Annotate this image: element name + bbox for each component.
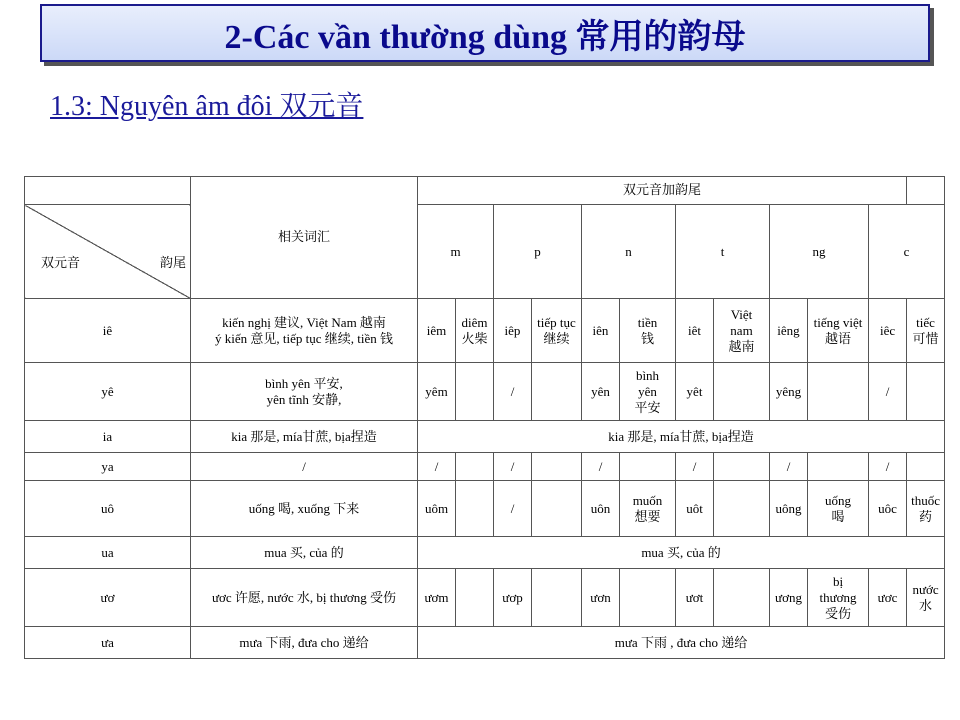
related-words-cell — [191, 537, 418, 569]
final-header-n: n — [582, 205, 676, 299]
rhyme-cell: / — [494, 363, 532, 421]
diphthong-table — [24, 176, 945, 659]
related-words-cell — [191, 569, 418, 627]
example-cell — [714, 481, 770, 537]
example-cell — [456, 569, 494, 627]
example-cell — [456, 363, 494, 421]
vowel-cell: ươ — [25, 569, 191, 627]
table-row — [25, 299, 945, 363]
merged-example-cell: mưa 下雨 , đưa cho 递给 — [418, 627, 945, 659]
example-cell: muốn 想要 — [620, 481, 676, 537]
related-words-cell — [191, 481, 418, 537]
related-words-line: mưa 下雨, đưa cho 递给 — [239, 634, 369, 650]
rhyme-cell: / — [770, 453, 808, 481]
example-cell: Việt nam 越南 — [714, 299, 770, 363]
rhyme-cell: yêng — [770, 363, 808, 421]
related-words-line: uống 喝, xuống 下来 — [248, 500, 360, 516]
rhyme-cell: ương — [770, 569, 808, 627]
rhyme-cell: ươp — [494, 569, 532, 627]
vowel-cell: uô — [25, 481, 191, 537]
example-cell — [456, 453, 494, 481]
vowel-cell: iê — [25, 299, 191, 363]
final-header-ng: ng — [770, 205, 869, 299]
example-cell — [532, 453, 582, 481]
related-words-cell — [191, 363, 418, 421]
page-title: 2-Các vần thường dùng 常用的韵母 — [224, 18, 746, 56]
vowel-cell: ya — [25, 453, 191, 481]
rhyme-cell: yêt — [676, 363, 714, 421]
table-row — [25, 569, 945, 627]
example-cell — [714, 363, 770, 421]
example-cell — [620, 453, 676, 481]
example-cell — [808, 453, 869, 481]
rhyme-cell: / — [582, 453, 620, 481]
related-words-line: yên tĩnh 安静, — [266, 391, 342, 407]
merged-example-cell: mua 买, của 的 — [418, 537, 945, 569]
rhyme-cell: iêng — [770, 299, 808, 363]
section-subtitle: 1.3: Nguyên âm đôi 双元音 — [50, 91, 364, 122]
example-cell — [532, 569, 582, 627]
example-cell — [714, 569, 770, 627]
example-cell: nước 水 — [907, 569, 945, 627]
rhyme-cell: uôc — [869, 481, 907, 537]
example-cell — [714, 453, 770, 481]
rhyme-cell: iêc — [869, 299, 907, 363]
related-words-cell — [191, 627, 418, 659]
related-words-line: kiến nghị 建议, Việt Nam 越南 — [222, 314, 386, 330]
rhyme-cell: uôn — [582, 481, 620, 537]
rhyme-cell: / — [869, 363, 907, 421]
table-row — [25, 363, 945, 421]
related-words-line: mua 买, của 的 — [264, 544, 344, 560]
related-words-line: / — [302, 458, 306, 474]
table-row — [25, 537, 945, 569]
example-cell — [532, 363, 582, 421]
example-cell: tiếc 可惜 — [907, 299, 945, 363]
rhyme-cell: ươc — [869, 569, 907, 627]
related-words-line: kia 那是, mía甘蔗, bịa捏造 — [231, 428, 377, 444]
example-cell — [456, 481, 494, 537]
diag-label-final: 韵尾 — [159, 256, 186, 271]
rhyme-cell: / — [418, 453, 456, 481]
header-diphthong-finals: 双元音加韵尾 — [418, 177, 907, 205]
diag-label-vowel: 双元音 — [41, 256, 81, 271]
example-cell — [907, 363, 945, 421]
example-cell: bị thương 受伤 — [808, 569, 869, 627]
vowel-cell: ia — [25, 421, 191, 453]
related-words-cell — [191, 299, 418, 363]
title-banner — [40, 4, 930, 62]
final-header-t: t — [676, 205, 770, 299]
rhyme-cell: yên — [582, 363, 620, 421]
rhyme-cell: / — [869, 453, 907, 481]
diagonal-header-cell — [25, 205, 191, 299]
table-row — [25, 453, 945, 481]
example-cell: tiếp tục 继续 — [532, 299, 582, 363]
related-words-cell — [191, 421, 418, 453]
example-cell: tiếng việt 越语 — [808, 299, 869, 363]
rhyme-cell: uông — [770, 481, 808, 537]
rhyme-cell: iên — [582, 299, 620, 363]
final-header-p: p — [494, 205, 582, 299]
corner-cell — [25, 177, 191, 205]
header-related-words: 相关词汇 — [191, 177, 418, 299]
rhyme-cell: ươn — [582, 569, 620, 627]
vowel-cell: yê — [25, 363, 191, 421]
rhyme-cell: iêt — [676, 299, 714, 363]
rhyme-cell: iêp — [494, 299, 532, 363]
rhyme-cell: / — [494, 453, 532, 481]
vowel-cell: ưa — [25, 627, 191, 659]
rhyme-cell: yêm — [418, 363, 456, 421]
rhyme-cell: iêm — [418, 299, 456, 363]
table-row — [25, 481, 945, 537]
table-row — [25, 627, 945, 659]
example-cell: bình yên 平安 — [620, 363, 676, 421]
rhyme-cell: / — [494, 481, 532, 537]
related-words-line: bình yên 平安, — [265, 375, 343, 391]
example-cell: tiền 钱 — [620, 299, 676, 363]
vowel-cell: ua — [25, 537, 191, 569]
example-cell: thuốc 药 — [907, 481, 945, 537]
rhyme-cell: ươt — [676, 569, 714, 627]
example-cell: diêm 火柴 — [456, 299, 494, 363]
related-words-cell — [191, 453, 418, 481]
rhyme-cell: / — [676, 453, 714, 481]
rhyme-cell: uôt — [676, 481, 714, 537]
example-cell: uống 喝 — [808, 481, 869, 537]
example-cell — [907, 453, 945, 481]
final-header-m: m — [418, 205, 494, 299]
example-cell — [808, 363, 869, 421]
header-spare-cell — [907, 177, 945, 205]
related-words-line: ươc 许愿, nước 水, bị thương 受伤 — [211, 589, 397, 605]
final-header-c: c — [869, 205, 945, 299]
merged-example-cell: kia 那是, mía甘蔗, bịa捏造 — [418, 421, 945, 453]
example-cell — [620, 569, 676, 627]
rhyme-cell: ươm — [418, 569, 456, 627]
table-row — [25, 421, 945, 453]
example-cell — [532, 481, 582, 537]
rhyme-cell: uôm — [418, 481, 456, 537]
related-words-line: ý kiến 意见, tiếp tục 继续, tiền 钱 — [214, 330, 393, 346]
